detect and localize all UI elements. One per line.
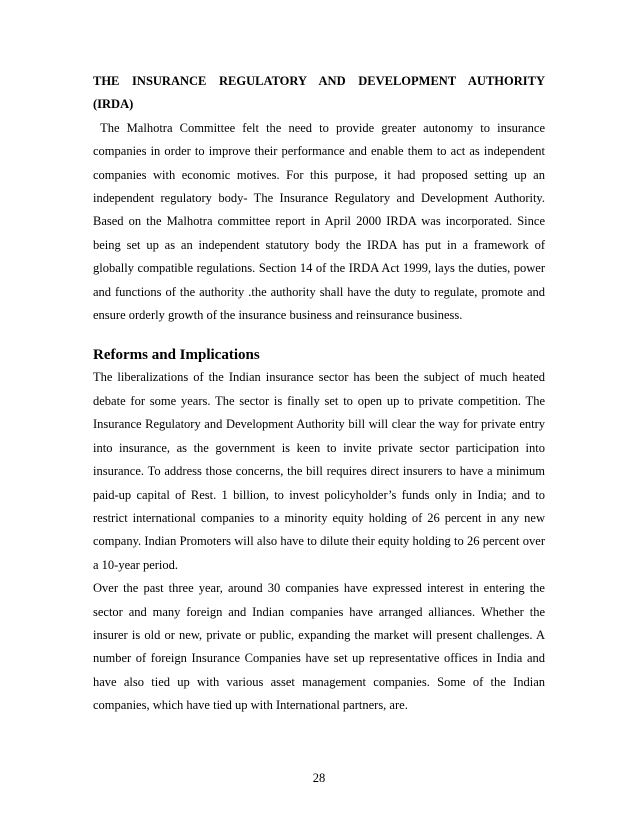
page-content [93,70,549,718]
page-number: 28 [312,771,326,785]
section-heading-reforms: Reforms and Implications [93,347,260,364]
section-title-irda: THE INSURANCE REGULATORY AND DEVELOPMENT AUTHORITY [93,74,545,88]
paragraph-gap [93,327,545,344]
section-title-irda-abbrev: (IRDA) [93,97,134,112]
paragraph-companies: Over the past three year, around 30 companies have expressed interest in entering the sector and many foreign and Indian companies have arranged alliances. Whether the insurer is old or new, private or public, expanding the market will present challenges. A number of foreign Insurance Companies have set up representative offices in India and have also tied up with various asset management companies. Some of the Indian companies, which have tied up with International partners, are. [93,581,545,713]
paragraph-irda: The Malhotra Committee felt the need to provide greater autonomy to insurance companies in order to improve their performance and enable them to act as independent companies with economic motives. For this purpose, it had proposed setting up an independent regulatory body- The Insurance Regulatory and Development Authority. Based on the Malhotra committee report in April 2000 IRDA was incorporated. Since being set up as an independent statutory body the IRDA has put in a framework of globally compatible regulations. Section 14 of the IRDA Act 1999, lays the duties, power and functions of the authority .the authority shall have the duty to regulate, promote and ensure orderly growth of the insurance business and reinsurance business. [93,120,549,323]
paragraph-reforms: The liberalizations of the Indian insurance sector has been the subject of much heated debate for some years. The sector is finally set to open up to private competition. The Insurance Regulatory and Development Authority bill will clear the way for private entry into insurance, as the government is keen to invite private sector participation into insurance. To address those concerns, the bill requires direct insurers to have a minimum paid-up capital of Rest. 1 billion, to invest policyholder’s funds only in India; and to restrict international companies to a minority equity holding of 26 percent in any new company. Indian Promoters will also have to dilute their equity holding to 26 percent over a 10-year period. [93,370,545,572]
